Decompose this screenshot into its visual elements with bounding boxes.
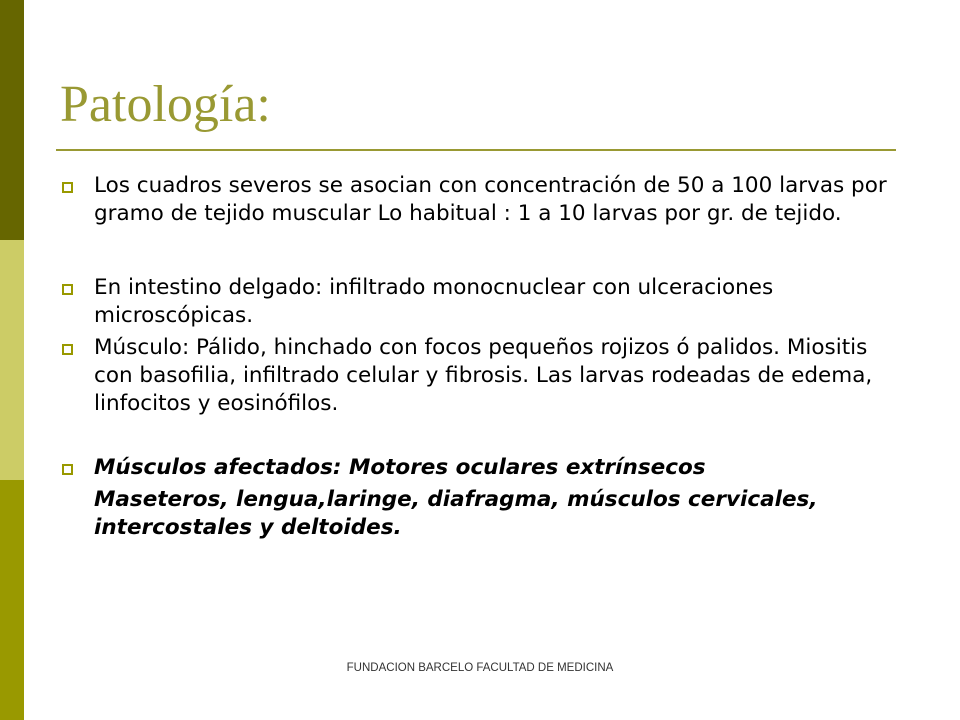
sidebar-accent-middle [0, 240, 24, 480]
square-bullet-icon [62, 464, 73, 475]
bullet-item-emphasized [60, 454, 900, 542]
square-bullet-icon [62, 182, 73, 193]
bullet-item [60, 172, 900, 228]
sidebar-accent-bottom [0, 480, 24, 720]
slide-footer: FUNDACION BARCELO FACULTAD DE MEDICINA [346, 662, 614, 674]
title-divider [56, 149, 896, 151]
square-bullet-icon [62, 344, 73, 355]
bullet-item [60, 274, 900, 330]
slide-title: Patología: [60, 76, 271, 133]
bullet-list [60, 172, 900, 542]
bullet-text: Los cuadros severos se asocian con concentración de 50 a 100 larvas por gramo de tejido muscular Lo habitual : 1 a 10 larvas por gr. de tejido. [94, 173, 887, 226]
bullet-text: Músculo: Pálido, hinchado con focos pequeños rojizos ó palidos. Miositis con basofilia, infiltrado celular y fibrosis. Las larvas rodeadas de edema, linfocitos y eosinófilos. [94, 335, 873, 416]
bullet-item [60, 334, 900, 418]
bullet-continuation-text: Maseteros, lengua,laringe, diafragma, músculos cervicales, intercostales y deltoides. [94, 487, 818, 540]
bullet-text: Músculos afectados: Motores oculares extrínsecos [94, 455, 706, 480]
bullet-text: En intestino delgado: infiltrado monocnuclear con ulceraciones microscópicas. [94, 275, 774, 328]
square-bullet-icon [62, 284, 73, 295]
sidebar-accent-top [0, 0, 24, 240]
